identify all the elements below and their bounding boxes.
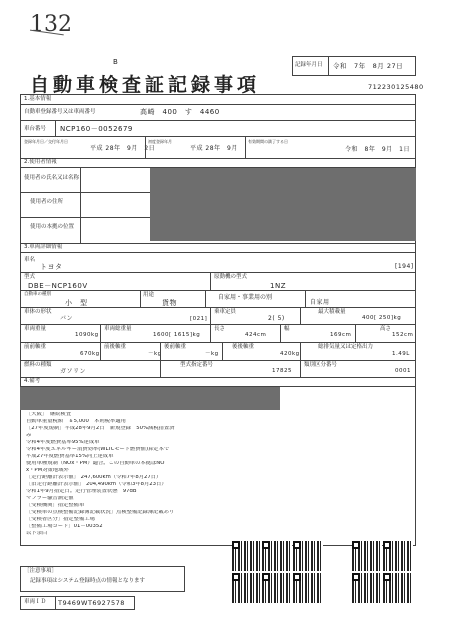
body-value: バン — [60, 315, 74, 322]
body-label: 車体の形状 — [24, 309, 52, 315]
redacted-remarks — [20, 387, 280, 410]
registration-label: 自動車登録番号又は車両番号 — [24, 109, 96, 115]
capacity-value: 2( 5) — [268, 315, 285, 322]
first-reg-value: 平成 28年 9月 2日 — [90, 145, 156, 152]
length-value: 424cm — [245, 332, 267, 338]
private-label: 自家用・事業用の別 — [218, 294, 273, 301]
fuel-label: 燃料の種類 — [24, 362, 52, 368]
maker-label: 車名 — [24, 257, 36, 263]
class-label: 類別区分番号 — [304, 362, 338, 368]
section-remarks: 4.備考 — [24, 378, 41, 384]
weight-label: 車両重量 — [24, 326, 47, 332]
first-reg-label: 登録年月日／交付年月日 — [24, 139, 68, 144]
private-value: 自家用 — [310, 299, 330, 306]
max-load-label: 最大積載量 — [318, 309, 346, 315]
kind-value: 小 型 — [65, 299, 88, 307]
chassis-label: 車台番号 — [24, 126, 47, 132]
remark-line: ［旧走行距離計表示値］ 204,490km（令和3年8月23日） — [26, 482, 167, 487]
displacement-value: 1.49L — [392, 351, 410, 357]
qr-code-6 — [232, 573, 262, 603]
rr-value: 420kg — [280, 351, 300, 357]
remark-line: ［受検車の点検整備記録簿記載状況］点検整備記録簿記載あり — [26, 510, 175, 515]
use-label: 用途 — [143, 292, 155, 298]
document-title: 自動車検査証記録事項 — [30, 74, 261, 96]
vehicle-id-label: 車両ＩＤ — [24, 599, 47, 605]
displacement-label: 総排気量又は定格出力 — [318, 344, 374, 350]
remark-line: 令和1年9月指定日。走行管理装置状態 97dB — [26, 489, 137, 494]
handwritten-number: 132 — [30, 12, 72, 37]
engine-value: 1NZ — [270, 282, 286, 290]
registration-value: 高崎 400 す 4460 — [140, 108, 220, 116]
length-label: 長さ — [214, 326, 226, 332]
qr-code-3 — [293, 541, 323, 571]
remark-line: 使用車種規制（NOx・PM）適合。この自動車の本拠はNO — [26, 461, 165, 466]
rr-label: 後後軸重 — [232, 344, 255, 350]
notice-body: 記録事項はシステム登録時点の情報となります — [30, 578, 145, 584]
remark-line: マフラー騒音測定値 — [26, 496, 74, 501]
remark-line: 以下余白 — [26, 531, 48, 536]
remark-line: x・PM対策地域外 — [26, 468, 69, 473]
width-label: 幅 — [284, 326, 290, 332]
ff-value: 670kg — [80, 351, 100, 357]
engine-label: 原動機の型式 — [214, 274, 248, 280]
vehicle-id-value: T9469WT6927578 — [58, 599, 125, 607]
gross-label: 車両総重量 — [104, 326, 132, 332]
capacity-label: 乗車定員 — [214, 309, 237, 315]
remark-line: 令和4年度燃費基準95%達成車 — [26, 440, 100, 445]
record-date-label: 記録年月日 — [295, 62, 323, 68]
fr-label: 前後軸重 — [104, 344, 127, 350]
base-location-label: 使用の本拠の位置 — [30, 224, 75, 230]
remark-line: 自動車重量税額 ￥5,000 本則税率適用 — [26, 419, 126, 424]
max-load-value: 400[ 250]kg — [362, 315, 402, 321]
expiry-value: 令和 8年 9月 1日 — [345, 146, 410, 153]
rf-label: 後前軸重 — [164, 344, 187, 350]
chassis-value: NCP160－0052679 — [60, 125, 133, 133]
class-value: 0001 — [395, 368, 411, 374]
ff-label: 前前軸重 — [24, 344, 47, 350]
qr-code-1 — [232, 541, 262, 571]
section-user-info: 2.使用者情報 — [24, 159, 57, 165]
qr-code-10 — [383, 573, 413, 603]
type-cert-value: 17825 — [272, 368, 292, 374]
rf-value: －kg — [205, 351, 219, 357]
remark-line: ［受検機関］指定整備車 — [26, 503, 85, 508]
model-label: 型式 — [24, 274, 36, 280]
user-address-label: 使用者の住所 — [30, 199, 64, 205]
remark-line: ［整備工場コード］01－00352 — [26, 524, 103, 529]
expiry-label: 有効期間の満了する日 — [248, 139, 288, 144]
qr-code-4 — [352, 541, 382, 571]
model-value: DBE－NCP160V — [28, 282, 88, 290]
remark-line: 令和4年度エネルギー消費効率(WLTCモード燃費値)算定本で — [26, 447, 170, 452]
redacted-user-info — [150, 168, 416, 241]
qr-code-2 — [262, 541, 292, 571]
rank-mark: B — [113, 58, 118, 66]
remark-line: ［27年度規制］平成28年9月2日 新規登録 50%減税措置済 — [26, 426, 175, 431]
remark-line: ［大阪］ 継続検査 — [26, 412, 72, 417]
first-year-label: 初度登録年月 — [148, 139, 172, 144]
remarks-list — [26, 412, 286, 538]
body-code: [021] — [190, 316, 208, 322]
maker-code: [194] — [395, 263, 414, 270]
first-year-value: 平成 28年 9月 — [190, 145, 238, 152]
use-value: 貨物 — [162, 299, 177, 307]
qr-code-8 — [293, 573, 323, 603]
weight-value: 1090kg — [75, 332, 99, 338]
fuel-value: ガソリン — [60, 368, 87, 375]
notice-title: ［注意事項］ — [24, 568, 58, 574]
qr-code-9 — [352, 573, 382, 603]
maker-value: トヨタ — [40, 263, 63, 271]
fr-value: －kg — [148, 351, 162, 357]
kind-label: 自動車の種別 — [24, 292, 51, 297]
height-value: 152cm — [392, 332, 414, 338]
record-date-value: 令和 7年 8月 27日 — [333, 62, 404, 70]
qr-code-5 — [383, 541, 413, 571]
remark-line: み — [26, 433, 32, 438]
section-basic-info: 1.基本情報 — [24, 96, 52, 102]
user-name-label: 使用者の氏名又は名称 — [24, 175, 80, 181]
remark-line: ［受検者区分］指定整備工場 — [26, 517, 95, 522]
section-vehicle-details: 3.車両詳細情報 — [24, 244, 63, 250]
remark-line: ［走行距離計表示値］ 247,600km（令和7年8月27日） — [26, 475, 162, 480]
type-cert-label: 型式指定番号 — [180, 362, 214, 368]
width-value: 169cm — [330, 332, 352, 338]
remark-line: 平成27年度燃費基準15%向上達成車 — [26, 454, 114, 459]
gross-value: 1600[ 1615]kg — [153, 332, 201, 338]
qr-code-7 — [262, 573, 292, 603]
height-label: 高さ — [380, 326, 392, 332]
document-number: 712230125480 — [368, 83, 424, 91]
